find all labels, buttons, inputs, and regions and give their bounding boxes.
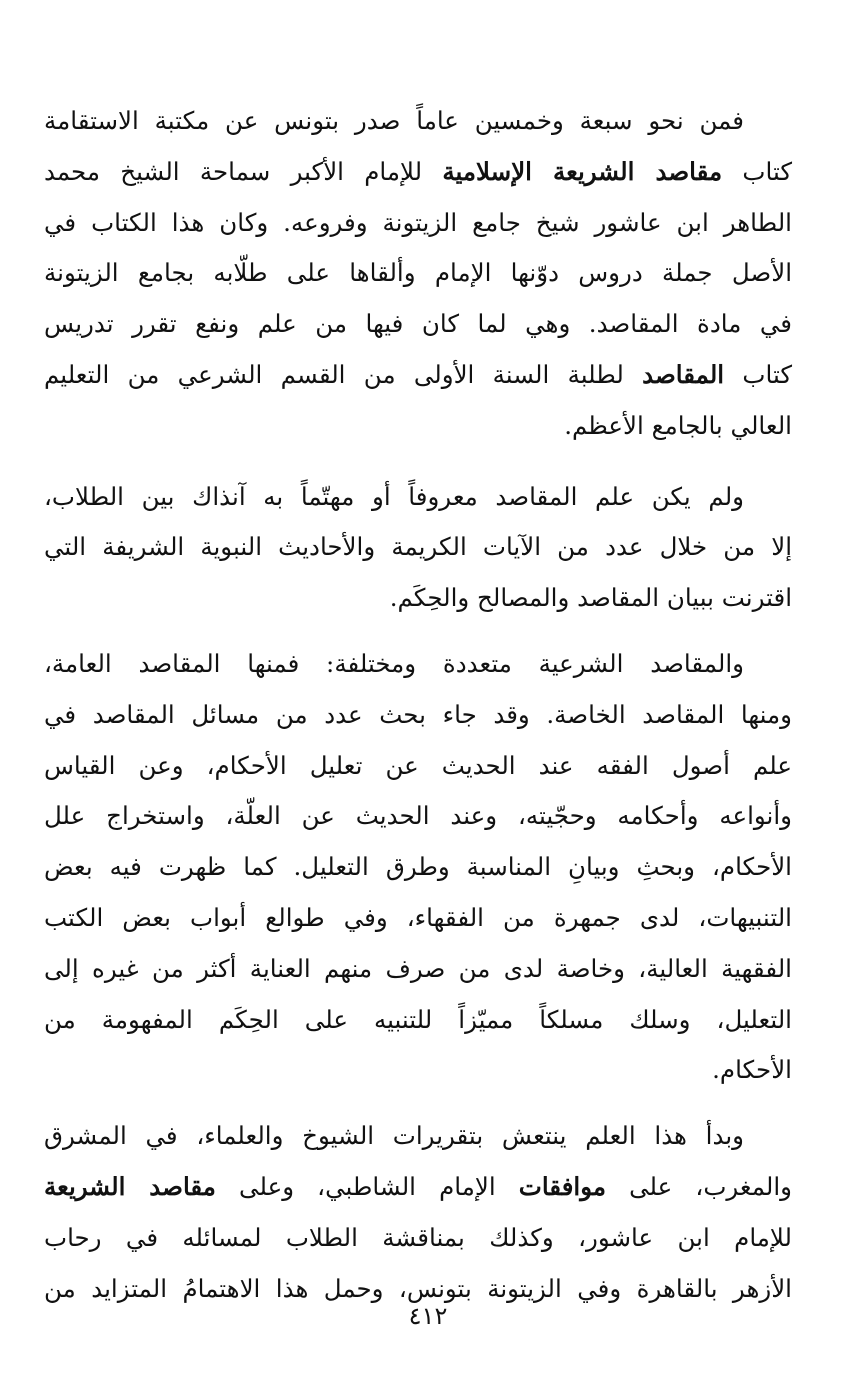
text-line: الفقهية العالية، وخاصة لدى من صرف منهم العناية أكثر من غيره إلى	[44, 953, 792, 983]
text-line: التعليل، وسلك مسلكاً مميّزاً للتنبيه على الحِكَم المفهومة من	[44, 1004, 792, 1034]
document-page	[44, 96, 792, 1376]
text-line: للإمام ابن عاشور، وكذلك بمناقشة الطلاب لمسائله في رحاب	[44, 1222, 792, 1252]
text-line: ومنها المقاصد الخاصة. وقد جاء بحث عدد من مسائل المقاصد في	[44, 699, 792, 729]
text-line: والمقاصد الشرعية متعددة ومختلفة: فمنها المقاصد العامة،	[44, 648, 744, 678]
text-line: الأحكام.	[712, 1055, 792, 1085]
text-line: فمن نحو سبعة وخمسين عاماً صدر بتونس عن مكتبة الاستقامة	[44, 106, 744, 135]
paragraph-1	[44, 96, 792, 452]
text-line: علم أصول الفقه عند الحديث عن تعليل الأحكام، وعن القياس	[44, 750, 792, 780]
text-line: إلا من خلال عدد من الآيات الكريمة والأحاديث النبوية الشريفة التي	[44, 532, 792, 562]
text-line: التنبيهات، لدى جمهرة من الفقهاء، وفي طوالع أبواب بعض الكتب	[44, 902, 792, 932]
text-line: ولم يكن علم المقاصد معروفاً أو مهتّماً به آنذاك بين الطلاب،	[44, 481, 744, 511]
book-title-bold: مقاصد الشريعة الإسلامية	[442, 156, 723, 186]
book-title-bold: موافقات	[518, 1171, 607, 1201]
text-line: الأصل جملة دروس دوّنها الإمام وألقاها على طلّابه بجامع الزيتونة	[44, 258, 792, 288]
paragraph-2	[44, 472, 792, 624]
text-line: والمغرب، على موافقات الإمام الشاطبي، وعلى مقاصد الشريعة	[44, 1171, 792, 1201]
book-title-bold: المقاصد	[642, 359, 725, 389]
paragraph-3	[44, 639, 792, 1096]
text-line: وأنواعه وأحكامه وحجّيته، وعند الحديث عن العلّة، واستخراج علل	[44, 801, 792, 831]
paragraph-4	[44, 1111, 792, 1314]
text-line: في مادة المقاصد. وهي لما كان فيها من علم ونفع تقرر تدريس	[44, 309, 792, 339]
text-line: كتاب المقاصد لطلبة السنة الأولى من القسم الشرعي من التعليم	[44, 359, 792, 389]
text-line: كتاب مقاصد الشريعة الإسلامية للإمام الأكبر سماحة الشيخ محمد	[44, 156, 793, 186]
text-line: الطاهر ابن عاشور شيخ جامع الزيتونة وفروعه. وكان هذا الكتاب في	[44, 207, 792, 237]
book-title-bold: مقاصد الشريعة	[44, 1171, 216, 1201]
text-line: العالي بالجامع الأعظم.	[564, 410, 792, 440]
text-line: اقترنت ببيان المقاصد والمصالح والحِكَم.	[389, 583, 792, 613]
text-line: وبدأ هذا العلم ينتعش بتقريرات الشيوخ والعلماء، في المشرق	[44, 1121, 744, 1151]
text-line: الأزهر بالقاهرة وفي الزيتونة بتونس، وحمل هذا الاهتمامُ المتزايد من	[44, 1273, 792, 1303]
page-number: ٤١٢	[408, 1302, 448, 1330]
text-line: الأحكام، وبحثِ وبيانِ المناسبة وطرق التعليل. كما ظهرت فيه بعض	[44, 852, 792, 882]
